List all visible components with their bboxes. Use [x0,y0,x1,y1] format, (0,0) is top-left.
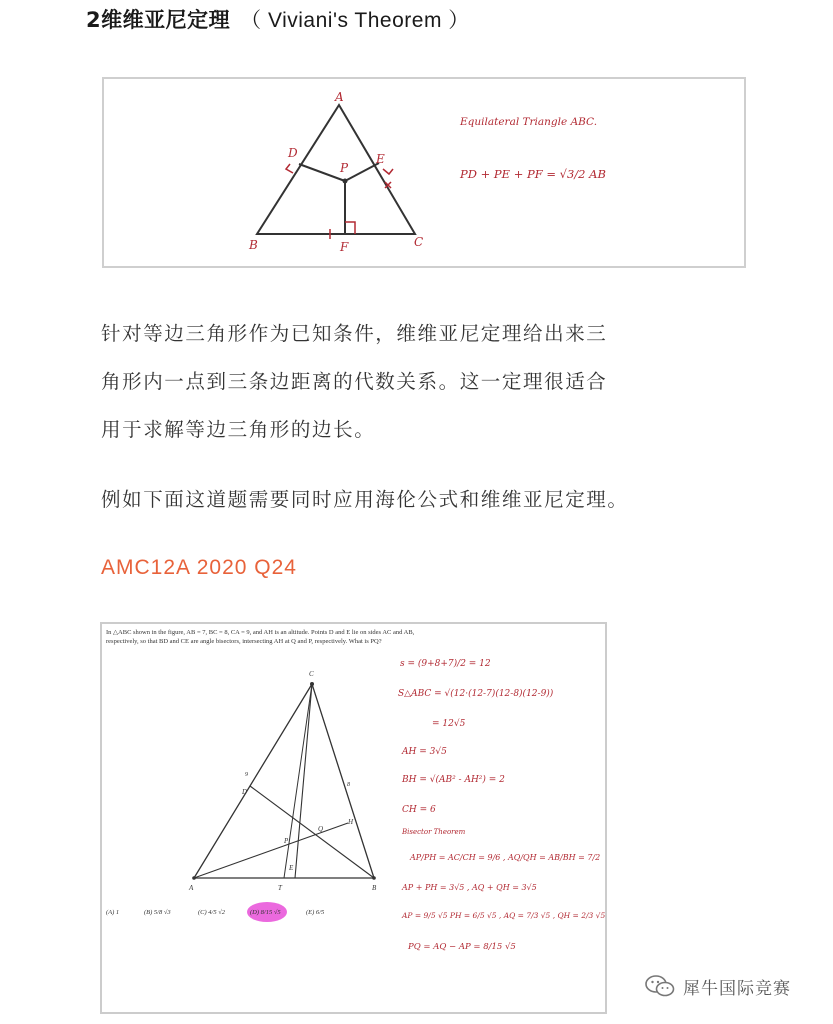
prob-label-e: E [289,864,294,872]
solution-line-6: CH = 6 [402,805,436,815]
note-equilateral: Equilateral Triangle ABC. [460,116,598,128]
label-b: B [249,238,258,252]
label-a: A [335,90,344,104]
paragraph-example: 例如下面这道题需要同时应用海伦公式和维维亚尼定理。 [101,488,629,511]
heading-title-cn: 2维维亚尼定理 [86,8,231,32]
paragraph-line-2: 角形内一点到三条边距离的代数关系。这一定理很适合 [101,370,608,393]
choice-c: (C) 4/5 √2 [198,909,226,916]
problem-title: AMC12A 2020 Q24 [101,556,297,579]
viviani-figure [102,77,746,268]
prob-label-b: B [372,884,377,892]
solution-line-7: Bisector Theorem [402,828,466,836]
choice-b: (B) 5/8 √3 [144,909,171,916]
problem-statement: In △ABC shown in the figure, AB = 7, BC = 8, CA = 9, and AH is an altitude. Points D and E lie on sides AC and AB, respectively, so that BD and CE are angle bisectors, intersecting AH at Q and P, respectively. What is PQ? [106,629,415,645]
solution-line-8: AP/PH = AC/CH = 9/6 , AQ/QH = AB/BH = 7/2 [410,853,601,862]
solution-line-3: = 12√5 [432,719,466,729]
solution-line-5: BH = √(AB² - AH²) = 2 [402,775,505,785]
label-e: F [340,240,349,254]
choice-a: (A) 1 [106,909,120,916]
watermark-text: 犀牛国际竞赛 [683,978,791,999]
wechat-icon [645,974,675,998]
solution-line-1: s = (9+8+7)/2 = 12 [400,659,491,669]
label-c: C [414,235,424,249]
section-heading [86,4,470,34]
choice-e: (E) 6/5 [306,909,325,916]
problem-diagram [102,624,605,1012]
prob-label-side-8: 8 [347,782,350,788]
prob-label-a: A [189,884,194,892]
watermark [645,972,791,1000]
choice-d: (D) 8/15 √5 [250,909,281,916]
prob-label-p: P [284,837,289,845]
solution-line-2: S△ABC = √(12·(12-7)(12-8)(12-9)) [398,689,554,699]
heading-title-en: （ Viviani's Theorem ） [240,9,470,32]
solution-line-4: AH = 3√5 [402,747,447,757]
solution-line-11: PQ = AQ − AP = 8/15 √5 [408,942,516,952]
label-d: D [288,146,298,160]
prob-label-side-9: 9 [245,772,248,778]
label-p: P [340,161,349,175]
prob-label-q: Q [318,825,324,833]
prob-label-t: T [278,884,282,892]
prob-label-d: D [242,788,248,796]
problem-figure [100,622,607,1014]
prob-label-h: H [348,818,354,826]
paragraph-line-3: 用于求解等边三角形的边长。 [101,418,376,441]
label-f: E [376,152,385,166]
prob-label-c: C [309,670,314,678]
solution-line-9: AP + PH = 3√5 , AQ + QH = 3√5 [402,883,537,892]
solution-line-10: AP = 9/5 √5 PH = 6/5 √5 , AQ = 7/3 √5 , QH = 2/3 √5 [402,911,605,920]
paragraph-line-1: 针对等边三角形作为已知条件，维维亚尼定理给出来三 [101,322,608,345]
note-viviani-formula: PD + PE + PF = √3/2 AB [460,167,606,181]
viviani-diagram [104,79,744,266]
